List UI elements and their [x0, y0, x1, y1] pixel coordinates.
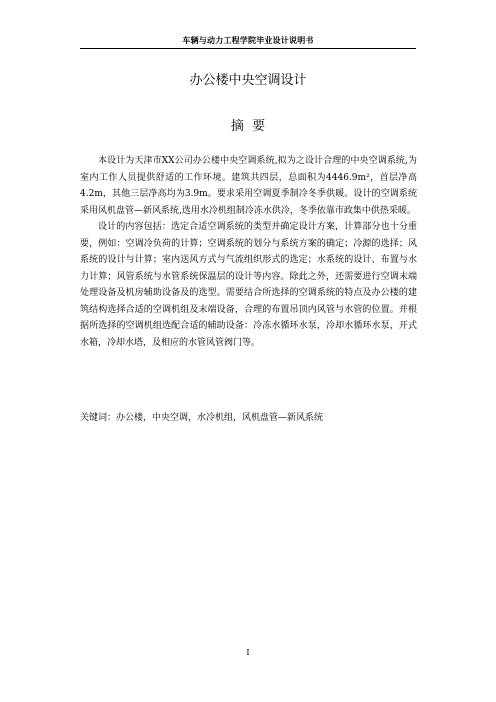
document-title: 办公楼中央空调设计	[189, 73, 307, 88]
page-number: I	[246, 648, 250, 657]
abstract-heading: 摘 要	[230, 119, 266, 134]
keywords-value: 办公楼，中央空调，水冷机组，风机盘管—新风系统	[116, 413, 324, 423]
header-title: 车辆与动力工程学院毕业设计说明书	[182, 36, 314, 45]
keywords-label: 关键词：	[80, 413, 117, 423]
keywords-line	[80, 410, 417, 426]
abstract-paragraph-1: 本设计为天津市XX公司办公楼中央空调系统,拟为之设计合理的中央空调系统,为室内工作人员提供舒适的工作环境。建筑共四层，总面积为4446.9m²，首层净高4.2m，其他三层净高均为3.9m。要求采用空调夏季制冷冬季供暖。设计的空调系统采用风机盘管—新风系统,选用水冷机组制冷冻水供冷，冬季依靠市政集中供热采暖。	[80, 156, 417, 216]
abstract-paragraph-2: 设计的内容包括：选定合适空调系统的类型并确定设计方案，计算部分也十分重要，例如：空调冷负荷的计算；空调系统的划分与系统方案的确定；冷源的选择；风系统的设计与计算；室内送风方式与气流组织形式的选定；水系统的设计、布置与水力计算；风管系统与水管系统保温层的设计等内容。除此之外，还需要进行空调末端处理设备及机房辅助设备及的选型。需要结合所选择的空调系统的特点及办公楼的建筑结构选择合适的空调机组及末端设备，合理的布置吊顶内风管与水管的位置。并根据所选择的空调机组选配合适的辅助设备：冷冻水循环水泵，冷却水循环水泵，开式水箱，冷却水塔，及相应的水管风管阀门等。	[80, 222, 417, 348]
header-rule	[80, 48, 416, 49]
abstract-body	[80, 153, 417, 351]
